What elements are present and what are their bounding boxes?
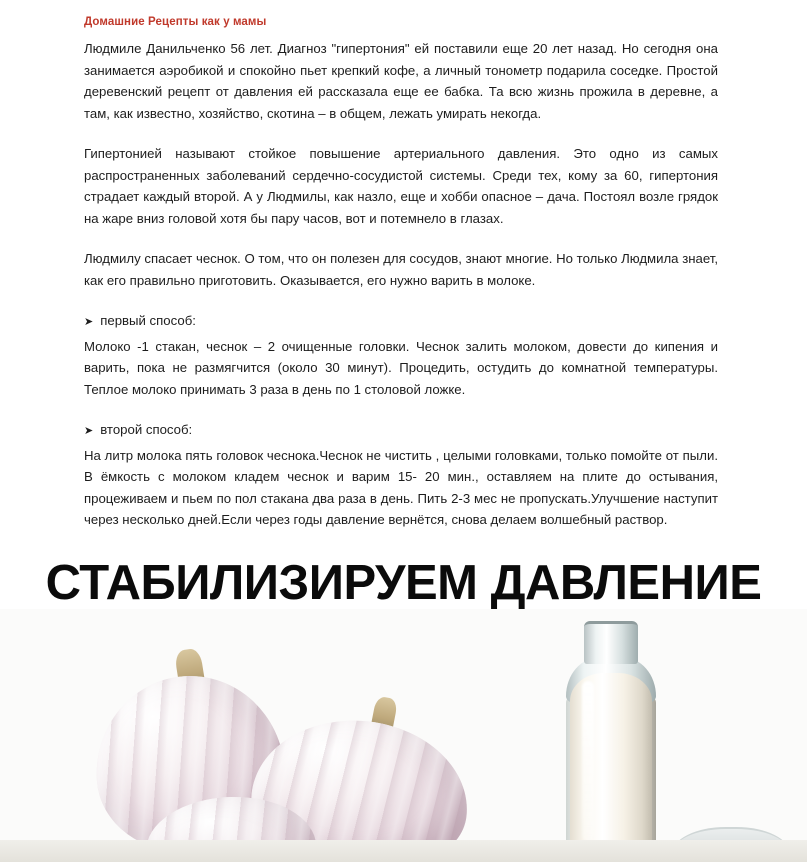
table-surface	[0, 840, 807, 862]
banner-image	[0, 551, 807, 862]
bottle-highlight	[582, 681, 594, 841]
method-heading-second	[84, 419, 718, 443]
article-paragraph: Людмиле Данильченко 56 лет. Диагноз "гипертония" ей поставили еще 20 лет назад. Но сегодня она занимается аэробикой и спокойно пьет крепкий кофе, а личный тонометр подарила соседке. Простой деревенский рецепт от давления ей рассказала еще ее бабка. Та всю жизнь прожила в деревне, а там, как известно, хозяйство, скотина – в общем, лежать умирать некогда.	[84, 41, 718, 121]
bottle-neck	[584, 621, 638, 664]
milk-bottle	[552, 621, 670, 862]
method-body-first: Молоко -1 стакан, чеснок – 2 очищенные головки. Чеснок залить молоком, довести до кипения и варить, пока не размягчится (около 30 минут). Процедить, остудить до комнатной температуры. Теплое молоко принимать 3 раза в день по 1 столовой ложке.	[84, 338, 718, 397]
article-body	[84, 16, 718, 550]
article-paragraph: Гипертонией называют стойкое повышение артериального давления. Это одно из самых распространенных заболеваний сердечно-сосудистой системы. Среди тех, кому за 60, гипертония страдает каждый второй. А у Людмилы, как назло, еще и хобби опасное – дача. Постоял возле грядок на жаре вниз головой хотя бы пару часов, вот и потемнело в глазах.	[84, 146, 718, 226]
arrow-bullet-icon: ➤	[84, 425, 94, 437]
method-heading-first	[84, 310, 718, 334]
method-body-second: На литр молока пять головок чеснока.Чеснок не чистить , целыми головками, только помойте от пыли. В ёмкость с молоком кладем чеснок и варим 15- 20 мин., оставляем на плите до остывания, процеживаем и пьем по пол стакана два раза в день. Пить 2-3 мес не пропускать.Улучшение наступит через несколько дней.Если через годы давление вернётся, снова делаем волшебный раствор.	[84, 447, 718, 527]
article-paragraph: Людмилу спасает чеснок. О том, что он полезен для сосудов, знают многие. Но только Людмила знает, как его правильно приготовить. Оказывается, его нужно варить в молоке.	[84, 251, 718, 288]
site-title: Домашние Рецепты как у мамы	[84, 16, 267, 28]
banner-headline: СТАБИЛИЗИРУЕМ ДАВЛЕНИЕ	[45, 556, 762, 610]
arrow-bullet-icon: ➤	[84, 316, 94, 328]
photo-garlic-and-milk	[0, 609, 807, 862]
method-label: второй способ:	[100, 422, 193, 437]
method-label: первый способ:	[100, 313, 196, 328]
